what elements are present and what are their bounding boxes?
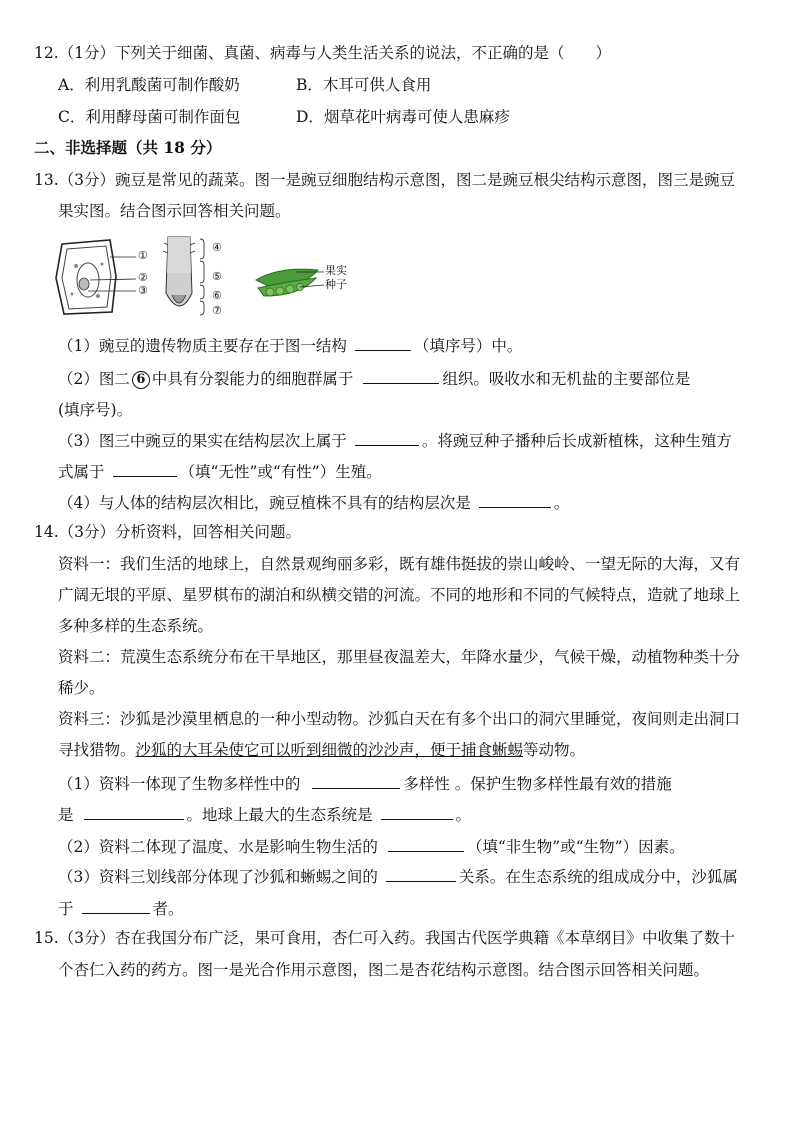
q14-sub1-blank1[interactable]: [312, 773, 400, 789]
q13-sub2-cont: (填序号)。: [58, 401, 133, 419]
q14-sub3-text3: 于: [58, 900, 74, 918]
q14-sub2-text: （2）资料二体现了温度、水是影响生物生活的: [58, 838, 378, 856]
q13-sub3-text3: 式属于: [58, 463, 105, 481]
cell-label-3: ③: [138, 284, 148, 297]
root-label-5: ⑤: [212, 270, 222, 283]
q13-sub3-text4: （填“无性”或“有性”）生殖。: [179, 463, 382, 481]
q13-sub3-cont: [58, 461, 382, 482]
q15-stem-line1: 15.（3分）杏在我国分布广泛，果可食用，杏仁可入药。我国古代医学典籍《本草纲目》中收集了数十: [34, 929, 736, 947]
q13-sub3-text2: 。将豌豆种子播种后长成新植株，这种生殖方: [421, 432, 732, 450]
q13-sub3-blank2[interactable]: [113, 461, 177, 477]
section-heading: 二、非选择题（共 18 分）: [34, 138, 222, 157]
q12-option-a[interactable]: A．利用乳酸菌可制作酸奶: [58, 76, 240, 94]
q14-sub3-text2: 关系。在生态系统的组成成分中，沙狐属: [458, 868, 738, 886]
q13-sub1-text: （1）豌豆的遗传物质主要存在于图一结构: [58, 337, 347, 355]
q15-stem-line2: 个杏仁入药的药方。图一是光合作用示意图，图二是杏花结构示意图。结合图示回答相关问题。: [58, 961, 710, 979]
q13-stem-line2: 果实图。结合图示回答相关问题。: [58, 202, 291, 220]
pea-pod-figure: [250, 262, 325, 304]
q14-sub2: [58, 836, 685, 857]
q12-option-b[interactable]: B．木耳可供人食用: [296, 76, 432, 94]
q14-material1-line2: 广阔无垠的平原、星罗棋布的湖泊和纵横交错的河流。不同的地形和不同的气候特点，造就了地球上: [58, 586, 741, 604]
q14-sub3: [58, 866, 738, 887]
q14-material3-line2: [58, 740, 585, 760]
q14-sub1: [58, 773, 672, 794]
q13-stem-line1: 13.（3分）豌豆是常见的蔬菜。图一是豌豆细胞结构示意图，图二是豌豆根尖结构示意图，图三是豌豆: [34, 171, 736, 189]
q13-sub2-circled-number: 6: [132, 371, 150, 389]
q13-sub4: [58, 492, 569, 513]
q13-sub1-text2: （填序号）中。: [413, 337, 523, 355]
root-label-4: ④: [212, 241, 222, 254]
q14-sub1-text3: 是: [58, 806, 74, 824]
cell-label-1: ①: [138, 249, 148, 262]
q14-sub2-text2: （填“非生物”或“生物”）因素。: [466, 838, 685, 856]
q14-material2-line2: 稀少。: [58, 679, 105, 697]
q13-sub4-blank[interactable]: [479, 492, 551, 508]
q12-stem: 12.（1分）下列关于细菌、真菌、病毒与人类生活关系的说法，不正确的是（ ）: [34, 44, 612, 62]
q14-sub1-text5: 。: [455, 806, 472, 824]
q14-material3-text: 寻找猎物。: [58, 741, 136, 759]
q13-sub4-text: （4）与人体的结构层次相比，豌豆植株不具有的结构层次是: [58, 494, 471, 512]
q13-sub2-blank1[interactable]: [363, 368, 439, 384]
q14-sub3-cont: [58, 898, 184, 919]
root-label-6: ⑥: [212, 289, 222, 302]
q14-sub1-text2: 多样性 。保护生物多样性最有效的措施: [403, 775, 672, 793]
q13-sub3-blank1[interactable]: [355, 430, 419, 446]
root-label-7: ⑦: [212, 304, 222, 317]
cell-label-2: ②: [138, 271, 148, 284]
q14-sub3-text4: 者。: [152, 900, 184, 918]
q14-sub3-text: （3）资料三划线部分体现了沙狐和蜥蜴之间的: [58, 868, 378, 886]
pod-label-fruit: 果实: [325, 264, 347, 277]
q14-material1-line3: 多种多样的生态系统。: [58, 617, 214, 635]
q14-sub1-text4: 。地球上最大的生态系统是: [186, 806, 373, 824]
q13-sub2-text2: 中具有分裂能力的细胞群属于: [151, 370, 354, 388]
q14-sub2-blank[interactable]: [388, 836, 464, 852]
q14-sub1-blank2[interactable]: [84, 804, 184, 820]
q13-sub1: [58, 335, 522, 356]
q13-sub2-text: （2）图二: [58, 370, 130, 388]
q12-option-d[interactable]: D．烟草花叶病毒可使人患麻疹: [296, 108, 510, 126]
q14-sub1-blank3[interactable]: [381, 804, 453, 820]
q13-sub2-text3: 组织。吸收水和无机盐的主要部位是: [442, 370, 691, 388]
q14-material3-underlined: 沙狐的大耳朵使它可以听到细微的沙沙声，便于捕食蜥蜴: [135, 741, 524, 759]
q14-material3-line1: 资料三：沙狐是沙漠里栖息的一种小型动物。沙狐白天在有多个出口的洞穴里睡觉，夜间则走出洞口: [58, 710, 741, 728]
q13-sub1-blank[interactable]: [355, 335, 411, 351]
q14-stem: 14.（3分）分析资料，回答相关问题。: [34, 523, 302, 541]
q13-sub2: [58, 368, 690, 389]
q13-sub4-text2: 。: [553, 494, 570, 512]
q14-sub1-cont: [58, 804, 471, 825]
q13-sub3: [58, 430, 732, 451]
q13-sub3-text: （3）图三中豌豆的果实在结构层次上属于: [58, 432, 347, 450]
q14-material1-line1: 资料一：我们生活的地球上，自然景观绚丽多彩，既有雄伟挺拔的崇山峻岭、一望无际的大海，又有: [58, 555, 741, 573]
q14-material2-line1: 资料二：荒漠生态系统分布在干旱地区，那里昼夜温差大，年降水量少，气候干燥，动植物种类十分: [58, 648, 741, 666]
q14-sub1-text: （1）资料一体现了生物多样性中的: [58, 775, 301, 793]
q14-sub3-blank1[interactable]: [386, 866, 456, 882]
q14-sub3-blank2[interactable]: [82, 898, 150, 914]
pod-label-seed: 种子: [325, 278, 347, 291]
q14-material3-text2: 等动物。: [523, 741, 586, 759]
q12-option-c[interactable]: C．利用酵母菌可制作面包: [58, 108, 241, 126]
